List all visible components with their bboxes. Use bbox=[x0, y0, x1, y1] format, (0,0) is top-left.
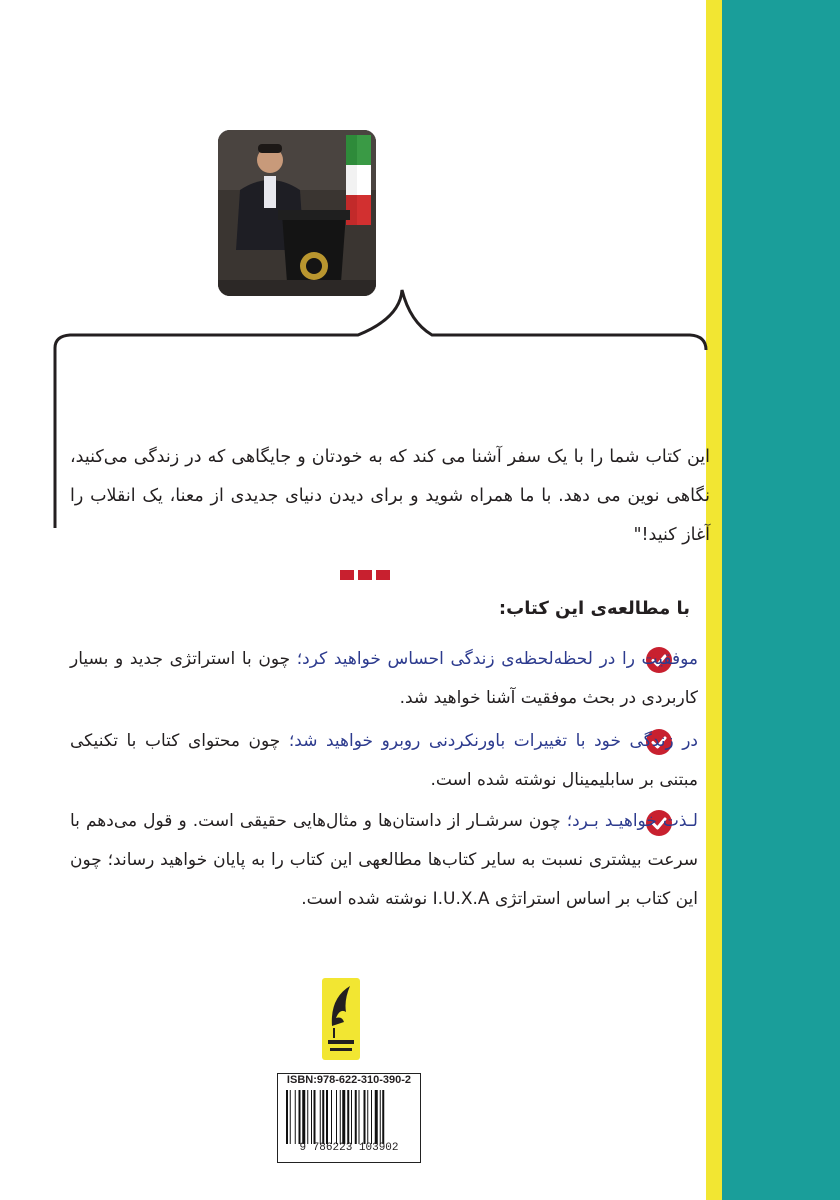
barcode-bar bbox=[340, 1090, 341, 1144]
isbn-digits-right: 103902 bbox=[358, 1142, 399, 1154]
isbn-barcode bbox=[277, 1073, 421, 1163]
barcode-bar bbox=[290, 1090, 291, 1144]
isbn-digits-left: 786223 bbox=[312, 1142, 353, 1154]
barcode-bar bbox=[326, 1090, 328, 1144]
barcode-bar bbox=[320, 1090, 321, 1144]
isbn-digit-lead: 9 bbox=[299, 1142, 307, 1154]
barcode-bar bbox=[336, 1090, 337, 1144]
barcode-bar bbox=[371, 1090, 372, 1144]
quote-text: این کتاب شما را با یک سفر آشنا می کند که به خودتان و جایگاهی که در زندگی می‌کنید، نگاهی نوین می دهد. با ما همراه شوید و برای دیدن دنیای جدیدی از معنا، یک انقلاب را آغاز کنید!" bbox=[70, 447, 710, 545]
barcode-bar bbox=[382, 1090, 384, 1144]
divider-square bbox=[376, 570, 390, 580]
spine-yellow-strip bbox=[706, 0, 722, 1200]
barcode-bar bbox=[314, 1090, 316, 1144]
barcode-bar bbox=[331, 1090, 332, 1144]
benefit-item-1 bbox=[70, 640, 698, 718]
barcode-bars bbox=[286, 1090, 414, 1144]
benefit-3-highlight: لـذت خواهیـد بـرد؛ bbox=[566, 811, 698, 831]
benefit-2-text: چون محتوای کتاب با تکنیکی مبتنی بر سابلیمینال نوشته شده است. bbox=[70, 731, 698, 790]
barcode-bar bbox=[380, 1090, 381, 1144]
spine-teal-band bbox=[722, 0, 840, 1200]
barcode-bar bbox=[342, 1090, 345, 1144]
benefit-1-text: چون با استراتژی جدید و بسیار کاربردی در بحث موفقیت آشنا خواهید شد. bbox=[70, 649, 698, 708]
isbn-label: ISBN:978-622-310-390-2 bbox=[286, 1074, 412, 1086]
benefit-3-text: چون سرشـار از داستان‌ها و مثال‌هایی حقیقی است. و قول می‌دهم با سرعت بیشتری نسبت به سایر کتاب‌ها مطالعهی این کتاب را به پایان خواهید رساند؛ چون این کتاب بر اساس استراتژی I.U.X.A نوشته شده است. bbox=[70, 811, 698, 909]
barcode-bar bbox=[302, 1090, 305, 1144]
benefit-item-3 bbox=[70, 802, 698, 919]
author-photo bbox=[218, 130, 376, 296]
section-divider bbox=[340, 570, 390, 580]
barcode-bar bbox=[299, 1090, 301, 1144]
benefit-item-2 bbox=[70, 722, 698, 800]
benefits-heading: با مطالعه‌ی این کتاب: bbox=[498, 598, 690, 619]
barcode-bar bbox=[375, 1090, 378, 1144]
benefit-1-highlight: موفقیت را در لحظه‌لحظه‌ی زندگی احساس خواهید کرد؛ bbox=[296, 649, 698, 669]
barcode-bar bbox=[286, 1090, 288, 1144]
barcode-bar bbox=[359, 1090, 360, 1144]
barcode-bar bbox=[364, 1090, 366, 1144]
barcode-bar bbox=[351, 1090, 352, 1144]
barcode-bar bbox=[347, 1090, 349, 1144]
divider-square bbox=[358, 570, 372, 580]
barcode-bar bbox=[367, 1090, 368, 1144]
barcode-bar bbox=[307, 1090, 308, 1144]
barcode-bar bbox=[355, 1090, 357, 1144]
isbn-digits bbox=[278, 1142, 420, 1154]
barcode-bar bbox=[311, 1090, 312, 1144]
publisher-logo bbox=[322, 978, 360, 1060]
benefit-2-highlight: در زندگی خود با تغییرات باورنکردنی روبرو خواهید شد؛ bbox=[288, 731, 698, 751]
barcode-bar bbox=[295, 1090, 296, 1144]
barcode-bar bbox=[322, 1090, 324, 1144]
divider-square bbox=[340, 570, 354, 580]
